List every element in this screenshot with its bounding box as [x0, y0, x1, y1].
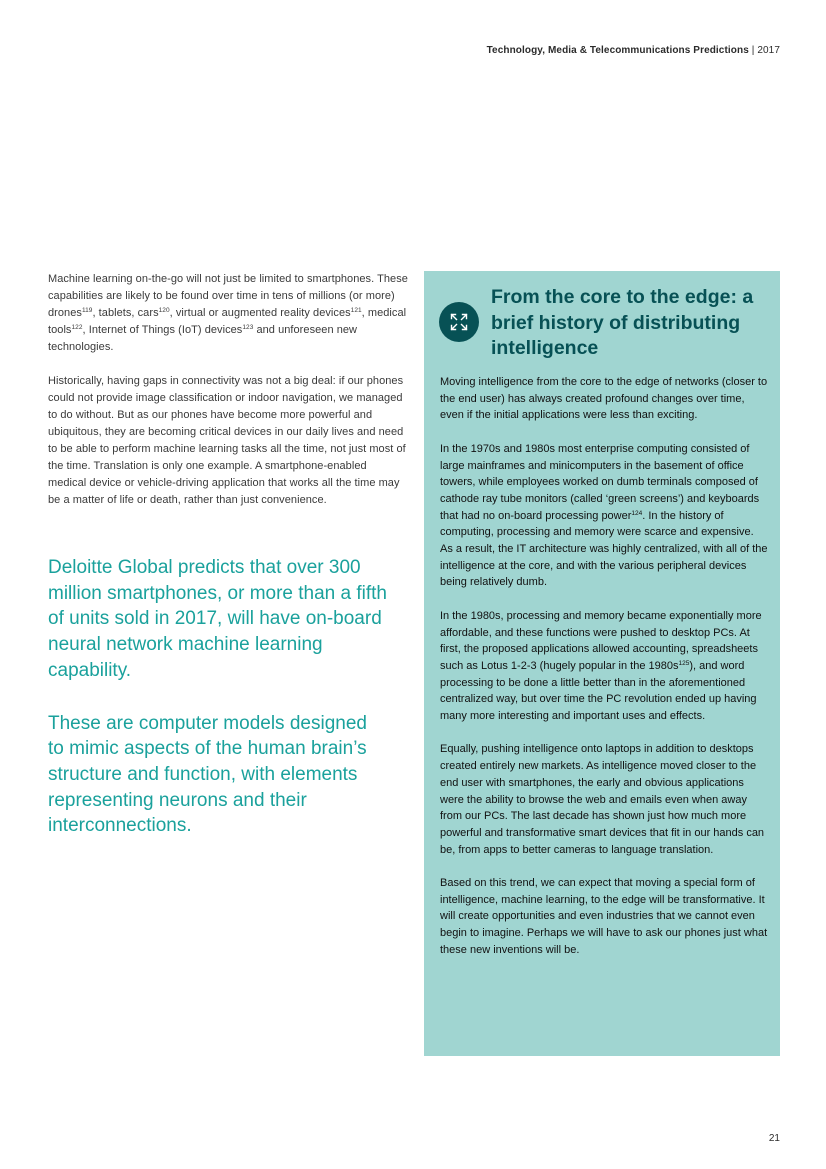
publication-title: Technology, Media & Telecommunications Predictions [486, 45, 749, 56]
sidebar-paragraph: Moving intelligence from the core to the edge of networks (closer to the end user) has always created profound changes over time, even if the initial applications were less than exciting. [440, 376, 768, 422]
text-run: . In the history of computing, processing and memory were scarce and expensive. As a result, the IT architecture was highly centralized, with all of the intelligence at the core, and with the various peripheral devices being relatively dumb. [440, 509, 768, 589]
footnote-ref: 119 [81, 307, 93, 314]
body-paragraph: Historically, having gaps in connectivity was not a big deal: if our phones could not provide image classification or indoor navigation, we managed to do without. But as our phones have become more powerful and ubiquitous, they are becoming critical devices in our daily lives and need to be able to perform machine learning tasks all the time, not just most of the time. Translation is only one example. A smartphone-enabled medical device or vehicle-driving application that works all the time may be a matter of life or death, rather than just convenience. [48, 375, 406, 506]
header-separator: | [751, 45, 755, 56]
pull-quote: Deloitte Global predicts that over 300 million smartphones, or more than a fifth of units sold in 2017, will have on-board neural network machine learning capability. [48, 557, 387, 681]
expand-arrows-icon [439, 302, 479, 342]
footnote-ref: 123 [242, 324, 254, 331]
sidebar-paragraph [440, 608, 768, 725]
sidebar-title: From the core to the edge: a brief history of distributing intelligence [491, 286, 754, 359]
footnote-ref: 121 [350, 307, 362, 314]
text-run: ), and word processing to be done a little better than in the aforementioned centralized way, but over time the PC revolution ended up having many more interesting and important uses and effects. [440, 659, 757, 723]
sidebar-paragraph: Equally, pushing intelligence onto laptops in addition to desktops created entirely new markets. As intelligence moved closer to the end user with smartphones, the early and obvious applications were the ability to browse the web and emails even when away from our PCs. The last decade has shown just how much more powerful and transformative smart devices that fit in our hands can be, from apps to better cameras to language translation. [440, 743, 765, 856]
text-run: In the 1980s, processing and memory became exponentially more affordable, and these functions were pushed to desktop PCs. At first, the proposed applications allowed accounting, spreadsheets such as Lotus 1-2-3 (hugely popular in the 1980s [440, 609, 762, 672]
sidebar-body [440, 374, 768, 975]
pull-quote: These are computer models designed to mimic aspects of the human brain’s structure and function, with elements representing neurons and their interconnections. [48, 712, 367, 837]
footnote-ref: 120 [158, 307, 170, 314]
sidebar-box [424, 271, 780, 1056]
sidebar-paragraph [440, 441, 768, 591]
publication-year: 2017 [757, 45, 780, 56]
page-number: 21 [768, 1133, 780, 1144]
text-run: , medical tools [48, 307, 407, 336]
text-run: and unforeseen new technologies. [48, 324, 358, 353]
text-run: , virtual or augmented reality devices [169, 307, 351, 319]
pull-quotes [48, 555, 388, 866]
text-run: Machine learning on-the-go will not just be limited to smartphones. These capabilities are likely to be found over time in tens of millions (or more) drones [48, 273, 408, 319]
text-run: , Internet of Things (IoT) devices [82, 324, 243, 336]
body-paragraph [48, 271, 408, 356]
text-run: In the 1970s and 1980s most enterprise computing consisted of large mainframes and minicomputers in the basement of office towers, while employees worked on dumb terminals composed of cathode ray tube monitors (called ‘green screens’) and keyboards that had no on-board processing power [440, 442, 760, 522]
text-run: , tablets, cars [92, 307, 159, 319]
sidebar-paragraph: Based on this trend, we can expect that moving a special form of intelligence, machine learning, to the edge will be transformative. It will create opportunities and even industries that we cannot even begin to imagine. Perhaps we will have to ask our phones just what these new inventions will be. [440, 877, 768, 956]
footnote-ref: 125 [678, 659, 690, 667]
footnote-ref: 122 [71, 324, 83, 331]
left-column [48, 271, 408, 526]
footnote-ref: 124 [631, 509, 643, 517]
running-header [487, 45, 780, 56]
